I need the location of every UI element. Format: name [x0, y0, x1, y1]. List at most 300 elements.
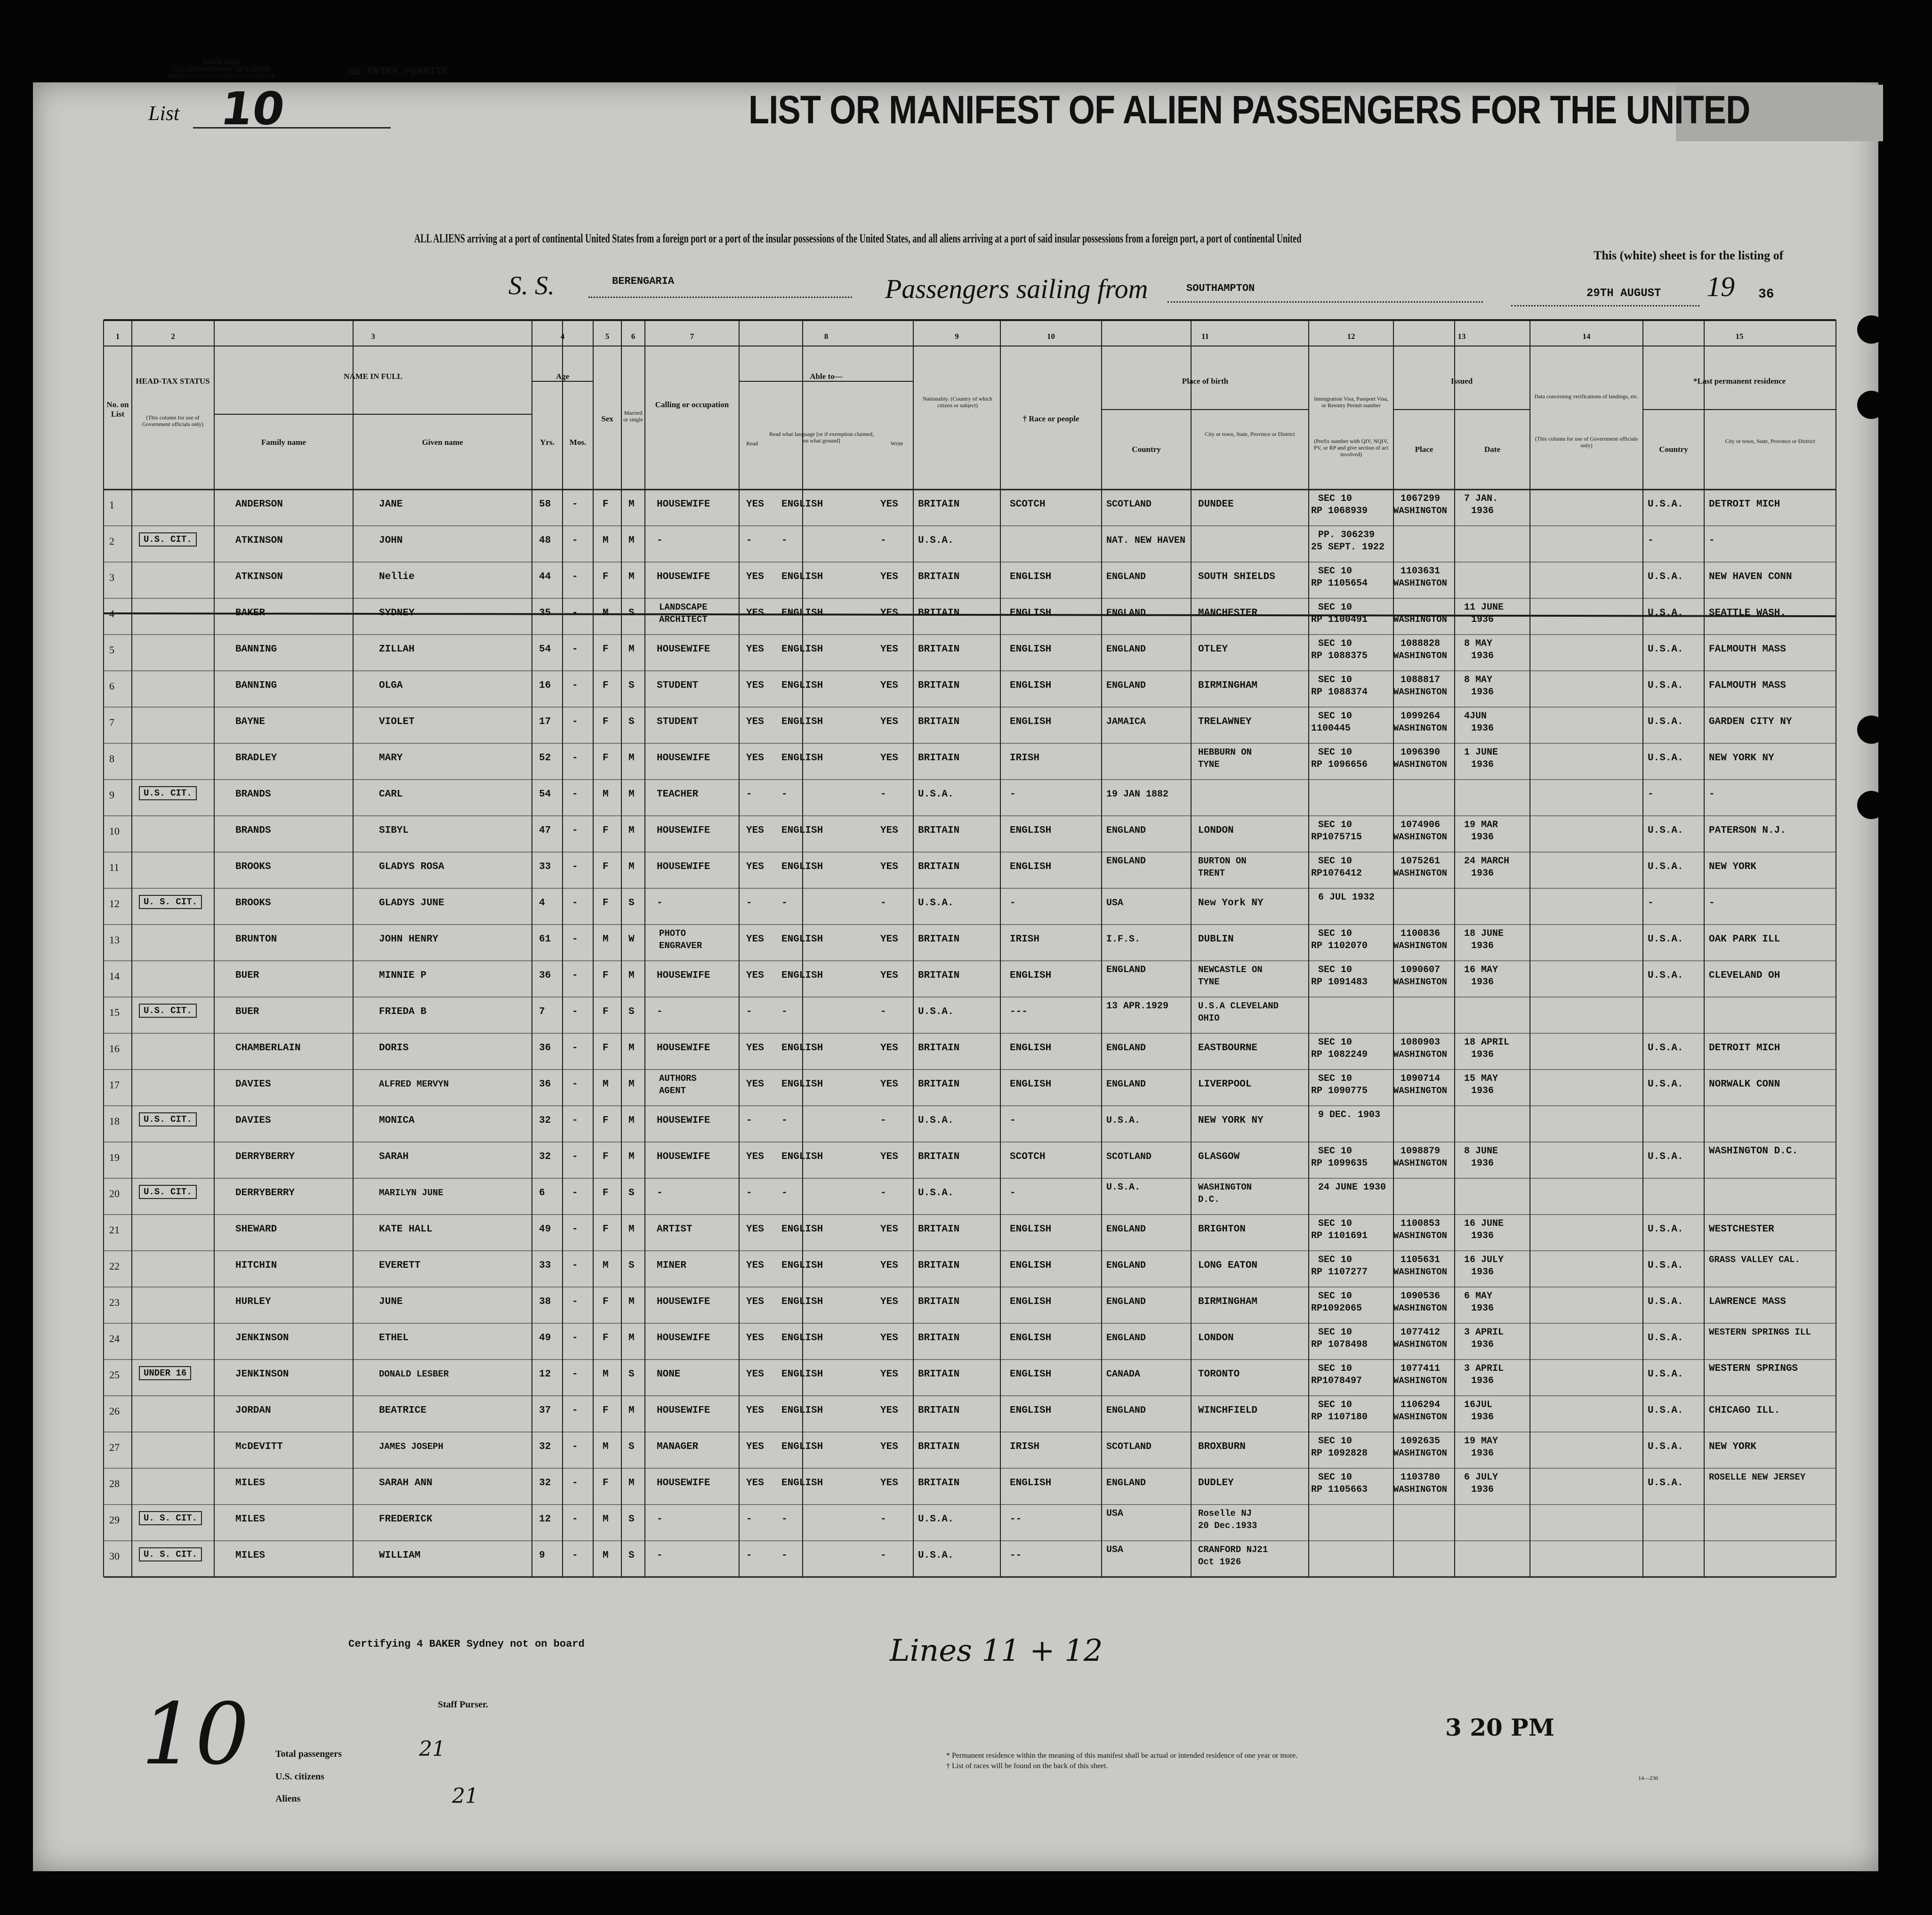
race: SCOTCH	[1010, 499, 1046, 510]
can-write: YES	[880, 608, 898, 619]
issued-year: 1936	[1471, 1376, 1494, 1386]
race: ENGLISH	[1010, 1333, 1052, 1344]
race: ENGLISH	[1010, 1369, 1052, 1380]
age-years: 44	[539, 571, 551, 582]
birth-city: TRENT	[1198, 868, 1225, 878]
visa-section: 9 DEC. 1903	[1318, 1110, 1381, 1120]
visa-section: SEC 10	[1318, 1363, 1352, 1374]
married: M	[628, 1043, 635, 1054]
calling: HOUSEWIFE	[657, 861, 710, 872]
age-months: -	[572, 753, 578, 764]
age-months: -	[572, 1405, 578, 1416]
given-name: SYDNEY	[379, 608, 415, 619]
birth-country: ENGLAND	[1106, 1296, 1146, 1307]
race: ENGLISH	[1010, 1296, 1052, 1307]
visa-section: SEC 10	[1318, 1436, 1352, 1447]
age-header: Age	[555, 372, 570, 381]
married: M	[628, 1079, 635, 1090]
residence-country: U.S.A.	[1648, 1478, 1683, 1489]
can-read: YES	[746, 571, 764, 582]
read-language: -	[781, 789, 788, 800]
given-name: JAMES JOSEPH	[379, 1441, 443, 1452]
landings-note-header: (This column for use of Government officials only)	[1535, 435, 1638, 449]
age-months: -	[572, 680, 578, 691]
can-write: YES	[880, 1478, 898, 1489]
age-years: 36	[539, 1043, 551, 1054]
age-years: 9	[539, 1550, 545, 1561]
issued-date: 1 JUNE	[1464, 747, 1498, 758]
can-read: YES	[746, 1260, 764, 1271]
race: ENGLISH	[1010, 1079, 1052, 1090]
age-months: -	[572, 861, 578, 872]
issued-place: WASHINGTON	[1393, 578, 1448, 588]
given-name: MINNIE P	[379, 970, 427, 981]
res-city-header: City or town, State, Province or District	[1725, 438, 1815, 444]
birth-country: ENGLAND	[1106, 1478, 1146, 1489]
issued-year: 1936	[1471, 1412, 1494, 1423]
column-number: 7	[690, 332, 694, 341]
married-header: Married or single	[623, 410, 643, 423]
residence-city: WESTERN SPRINGS ILL	[1709, 1327, 1811, 1337]
calling: HOUSEWIFE	[657, 571, 710, 582]
residence-country: U.S.A.	[1648, 716, 1683, 727]
sex: F	[603, 753, 609, 764]
can-write: YES	[880, 571, 898, 582]
visa-section: SEC 10	[1318, 820, 1352, 830]
visa-number: RP1075715	[1311, 832, 1362, 843]
nationality: BRITAIN	[918, 1296, 960, 1307]
married: S	[628, 1441, 635, 1452]
birth-city: BIRMINGHAM	[1198, 1296, 1258, 1307]
birth-city: LIVERPOOL	[1198, 1079, 1252, 1090]
sex: M	[603, 1369, 609, 1380]
married: M	[628, 970, 635, 981]
nationality: BRITAIN	[918, 499, 960, 510]
calling: STUDENT	[657, 716, 699, 727]
residence-country: U.S.A.	[1648, 680, 1683, 691]
sex: F	[603, 861, 609, 872]
age-months: -	[572, 1115, 578, 1126]
birth-country: U.S.A.	[1106, 1182, 1141, 1193]
issued-year: 1936	[1471, 614, 1494, 625]
family-name: BAKER	[235, 608, 266, 619]
can-write: YES	[880, 753, 898, 764]
row-number: 16	[109, 1043, 120, 1054]
family-name: BROOKS	[235, 898, 271, 909]
family-name: JORDAN	[235, 1405, 271, 1416]
issued-date: 4JUN	[1464, 711, 1487, 722]
given-name: ETHEL	[379, 1333, 409, 1344]
age-years: 33	[539, 861, 551, 872]
residence-country: U.S.A.	[1648, 644, 1683, 655]
married: M	[628, 499, 635, 510]
birth-city: WINCHFIELD	[1198, 1405, 1258, 1416]
sex: F	[603, 680, 609, 691]
birth-city: 20 Dec.1933	[1198, 1521, 1257, 1531]
column-number: 11	[1201, 332, 1209, 341]
issued-place: WASHINGTON	[1393, 868, 1448, 878]
column-number: 15	[1735, 332, 1744, 341]
age-years: 37	[539, 1405, 551, 1416]
can-read: YES	[746, 861, 764, 872]
nationality: BRITAIN	[918, 861, 960, 872]
can-write: YES	[880, 1296, 898, 1307]
visa-section: 24 JUNE 1930	[1318, 1182, 1386, 1193]
calling: PHOTO	[659, 928, 686, 939]
issued-permit: 1075261	[1401, 856, 1441, 867]
read-language: -	[781, 1006, 788, 1017]
can-read: YES	[746, 1405, 764, 1416]
issued-date: 16 JUNE	[1464, 1218, 1504, 1229]
age-years: 52	[539, 753, 551, 764]
race-header: † Race or people	[1022, 414, 1079, 423]
row-number: 18	[109, 1115, 120, 1127]
given-name: VIOLET	[379, 716, 415, 727]
calling: -	[657, 1006, 663, 1017]
read-language: -	[781, 1550, 788, 1561]
issued-date: 24 MARCH	[1464, 856, 1510, 867]
residence-country: U.S.A.	[1648, 571, 1683, 582]
given-name-header: Given name	[422, 438, 463, 447]
issued-year: 1936	[1471, 1267, 1494, 1278]
birth-city: DUBLIN	[1198, 934, 1234, 945]
row-number: 25	[109, 1369, 120, 1381]
can-read: YES	[746, 1043, 764, 1054]
birth-city: U.S.A CLEVELAND	[1198, 1001, 1279, 1011]
birth-city: OTLEY	[1198, 644, 1228, 655]
calling-header: Calling or occupation	[655, 400, 729, 409]
row-number: 24	[109, 1333, 120, 1344]
family-name: BRANDS	[235, 825, 271, 836]
family-name: BANNING	[235, 644, 277, 655]
issued-permit: 1090714	[1401, 1073, 1441, 1084]
can-write: YES	[880, 825, 898, 836]
age-years: 32	[539, 1478, 551, 1489]
nationality: U.S.A.	[918, 1115, 954, 1126]
calling: -	[657, 898, 663, 909]
race: -	[1010, 1188, 1016, 1199]
race: ENGLISH	[1010, 1405, 1052, 1416]
married: S	[628, 608, 635, 619]
family-name: BRADLEY	[235, 753, 277, 764]
birth-city: DUNDEE	[1198, 499, 1234, 510]
age-months: -	[572, 1296, 578, 1307]
calling: HOUSEWIFE	[657, 753, 710, 764]
married: M	[628, 861, 635, 872]
race: ENGLISH	[1010, 716, 1052, 727]
row-number: 8	[109, 753, 114, 764]
birth-city: BIRMINGHAM	[1198, 680, 1258, 691]
given-name: JANE	[379, 499, 403, 510]
visa-number: RP1078497	[1311, 1376, 1362, 1386]
column-number: 2	[171, 332, 175, 341]
read-language: ENGLISH	[781, 1043, 823, 1054]
age-years: 32	[539, 1115, 551, 1126]
age-years: 49	[539, 1224, 551, 1235]
family-name: ANDERSON	[235, 499, 283, 510]
year-suffix: 36	[1758, 287, 1774, 302]
family-name: HURLEY	[235, 1296, 271, 1307]
age-months: -	[572, 934, 578, 945]
residence-country: U.S.A.	[1648, 608, 1683, 619]
issued-permit: 1092635	[1401, 1436, 1441, 1447]
visa-number: RP 1091483	[1311, 977, 1368, 988]
issued-year: 1936	[1471, 687, 1494, 698]
birth-city: MANCHESTER	[1198, 608, 1258, 619]
sex: F	[603, 499, 609, 510]
mos-header: Mos.	[569, 438, 587, 447]
calling: NONE	[657, 1369, 681, 1380]
visa-section: SEC 10	[1318, 1400, 1352, 1410]
issued-date: 18 APRIL	[1464, 1037, 1510, 1048]
race: IRISH	[1010, 934, 1040, 945]
birth-country: JAMAICA	[1106, 716, 1146, 727]
residence-country: U.S.A.	[1648, 1333, 1683, 1344]
family-name: BRANDS	[235, 789, 271, 800]
head-tax-stamp: U. S. CIT.	[139, 1511, 202, 1525]
footnote-races: † List of races will be found on the back of this sheet.	[946, 1762, 1108, 1770]
column-number: 13	[1457, 332, 1466, 341]
birth-city: TORONTO	[1198, 1369, 1240, 1380]
row-number: 30	[109, 1550, 120, 1562]
can-read: YES	[746, 716, 764, 727]
issued-date: 16JUL	[1464, 1400, 1493, 1410]
can-read: -	[746, 535, 752, 546]
column-number: 5	[605, 332, 610, 341]
age-months: -	[572, 1151, 578, 1162]
can-read: YES	[746, 1224, 764, 1235]
family-name: McDEVITT	[235, 1441, 283, 1452]
visa-number: RP1076412	[1311, 868, 1362, 879]
aliens-label: Aliens	[275, 1794, 301, 1804]
age-months: -	[572, 1333, 578, 1344]
visa-section: PP. 306239	[1318, 530, 1375, 540]
row-number: 6	[109, 680, 114, 692]
given-name: FRIEDA B	[379, 1006, 427, 1017]
can-write: -	[880, 1188, 886, 1199]
issued-place: WASHINGTON	[1393, 759, 1448, 770]
nationality-header: Nationality. (Country of which citizen or subject)	[923, 395, 992, 409]
residence-city: OAK PARK ILL	[1709, 934, 1780, 945]
form-code: 14—230	[1638, 1775, 1658, 1781]
residence-country: U.S.A.	[1648, 1296, 1683, 1307]
visa-section: SEC 10	[1318, 638, 1352, 649]
race: ENGLISH	[1010, 644, 1052, 655]
birth-country: USA	[1106, 1508, 1124, 1519]
head-tax-stamp: U.S. CIT.	[139, 1185, 197, 1199]
visa-number: RP 1100491	[1311, 614, 1368, 625]
given-name: KATE HALL	[379, 1224, 433, 1235]
issued-date: 3 APRIL	[1464, 1363, 1504, 1374]
calling: MINER	[657, 1260, 687, 1271]
married: S	[628, 1260, 635, 1271]
sex: F	[603, 571, 609, 582]
residence-country: U.S.A.	[1648, 1224, 1683, 1235]
sex: F	[603, 1224, 609, 1235]
subtitle-line1: ALL ALIENS arriving at a port of continental United States from a foreign port or a port of the insular possessions of the United States, and all aliens arriving at a port of said insular possessions from a foreign port, a port of continental United	[414, 232, 1302, 245]
age-months: -	[572, 608, 578, 619]
read-language: ENGLISH	[781, 716, 823, 727]
birth-country: ENGLAND	[1106, 1260, 1146, 1271]
family-name: BANNING	[235, 680, 277, 691]
birth-country: SCOTLAND	[1106, 1151, 1152, 1162]
read-language: ENGLISH	[781, 1224, 823, 1235]
nationality: U.S.A.	[918, 1550, 954, 1561]
birth-city-header: City or town, State, Province or District	[1205, 431, 1295, 437]
us-citizens-label: U.S. citizens	[275, 1771, 324, 1782]
age-years: 6	[539, 1188, 545, 1199]
calling: HOUSEWIFE	[657, 1043, 710, 1054]
nationality: U.S.A.	[918, 789, 954, 800]
can-read: YES	[746, 608, 764, 619]
can-read: YES	[746, 1151, 764, 1162]
issued-permit: 1077411	[1401, 1363, 1441, 1374]
footnote-residence: * Permanent residence within the meaning of this manifest shall be actual or intended residence of one year or more.	[946, 1752, 1298, 1760]
sex: M	[603, 1550, 609, 1561]
residence-country: -	[1648, 789, 1654, 800]
issued-place: WASHINGTON	[1393, 1303, 1448, 1313]
family-name: JENKINSON	[235, 1333, 289, 1344]
can-write: YES	[880, 680, 898, 691]
issued-year: 1936	[1471, 723, 1494, 734]
sex: M	[603, 789, 609, 800]
nationality: BRITAIN	[918, 1478, 960, 1489]
given-name: WILLIAM	[379, 1550, 421, 1561]
issued-year: 1936	[1471, 868, 1494, 879]
row-number: 28	[109, 1478, 120, 1489]
age-years: 33	[539, 1260, 551, 1271]
issued-place: WASHINGTON	[1393, 506, 1448, 516]
age-years: 49	[539, 1333, 551, 1344]
birth-city: DUDLEY	[1198, 1478, 1234, 1489]
issued-place-header: Place	[1415, 445, 1433, 454]
read-language: ENGLISH	[781, 644, 823, 655]
column-number: 6	[631, 332, 636, 341]
read-language: ENGLISH	[781, 1405, 823, 1416]
issued-permit: 1088828	[1401, 638, 1441, 649]
visa-section: SEC 10	[1318, 747, 1352, 758]
visa-section: SEC 10	[1318, 1472, 1352, 1483]
age-years: 54	[539, 789, 551, 800]
age-years: 4	[539, 898, 545, 909]
visa-number: RP 1092828	[1311, 1448, 1368, 1459]
birth-city: TRELAWNEY	[1198, 716, 1252, 727]
can-read: YES	[746, 1478, 764, 1489]
residence-country: U.S.A.	[1648, 1151, 1683, 1162]
can-write: YES	[880, 1369, 898, 1380]
visa-section: SEC 10	[1318, 566, 1352, 577]
residence-country: U.S.A.	[1648, 934, 1683, 945]
row-number: 21	[109, 1224, 120, 1236]
nationality: BRITAIN	[918, 716, 960, 727]
sailing-label: Passengers sailing from	[885, 274, 1148, 304]
residence-city: FALMOUTH MASS	[1709, 680, 1786, 691]
list-label: List	[148, 102, 180, 125]
age-years: 54	[539, 644, 551, 655]
head-tax-stamp: U. S. CIT.	[139, 895, 202, 909]
issued-place: WASHINGTON	[1393, 1086, 1448, 1096]
issued-place: WASHINGTON	[1393, 1231, 1448, 1241]
residence-country: -	[1648, 535, 1654, 546]
residence-country: U.S.A.	[1648, 1405, 1683, 1416]
given-name: MARILYN JUNE	[379, 1188, 443, 1198]
landings-header: Data concerning verifications of landings, etc.	[1534, 393, 1639, 400]
family-name: DAVIES	[235, 1079, 271, 1090]
row-number: 2	[109, 535, 114, 547]
age-months: -	[572, 1369, 578, 1380]
row-number: 5	[109, 644, 114, 656]
issued-place: WASHINGTON	[1393, 687, 1448, 697]
sex: F	[603, 1405, 609, 1416]
given-name: FREDERICK	[379, 1514, 433, 1525]
birth-country: ENGLAND	[1106, 644, 1146, 655]
residence-city: NORWALK CONN	[1709, 1079, 1780, 1090]
family-name: ATKINSON	[235, 535, 283, 546]
residence-country: U.S.A.	[1648, 753, 1683, 764]
can-write: -	[880, 1115, 886, 1126]
residence-city: -	[1709, 535, 1715, 546]
residence-city: -	[1709, 898, 1715, 909]
issued-date: 18 JUNE	[1464, 928, 1504, 939]
residence-city: DETROIT MICH	[1709, 1043, 1780, 1054]
race: ENGLISH	[1010, 1043, 1052, 1054]
birth-city: LONDON	[1198, 1333, 1234, 1344]
sex: M	[603, 1260, 609, 1271]
year-prefix: 19	[1707, 271, 1735, 302]
calling: ENGRAVER	[659, 941, 702, 951]
nationality: BRITAIN	[918, 970, 960, 981]
nationality: BRITAIN	[918, 608, 960, 619]
sex: M	[603, 608, 609, 619]
read-what-header: Read what language [or if exemption claimed, on what ground]	[769, 431, 874, 444]
birth-country: ENGLAND	[1106, 571, 1146, 582]
can-read: -	[746, 1514, 752, 1525]
ss-label: S. S.	[508, 271, 555, 300]
married: W	[628, 934, 635, 945]
residence-country: U.S.A.	[1648, 861, 1683, 872]
issued-place: WASHINGTON	[1393, 1049, 1448, 1060]
issued-year: 1936	[1471, 651, 1494, 661]
given-name: DORIS	[379, 1043, 409, 1054]
sex: F	[603, 970, 609, 981]
birth-city: TYNE	[1198, 977, 1220, 987]
family-name: MILES	[235, 1550, 266, 1561]
age-years: 47	[539, 825, 551, 836]
birth-country: ENGLAND	[1106, 965, 1146, 975]
birth-city: EASTBOURNE	[1198, 1043, 1258, 1054]
visa-number: RP 1105663	[1311, 1484, 1368, 1495]
nationality: U.S.A.	[918, 1006, 954, 1017]
residence-city: CHICAGO ILL.	[1709, 1405, 1780, 1416]
race: ENGLISH	[1010, 1224, 1052, 1235]
read-language: ENGLISH	[781, 970, 823, 981]
visa-section: SEC 10	[1318, 711, 1352, 722]
birth-country: I.F.S.	[1106, 934, 1141, 945]
calling: STUDENT	[657, 680, 699, 691]
yrs-header: Yrs.	[540, 438, 555, 447]
can-read: YES	[746, 753, 764, 764]
residence-city: WESTERN SPRINGS	[1709, 1363, 1798, 1374]
can-write: -	[880, 535, 886, 546]
nationality: BRITAIN	[918, 825, 960, 836]
birth-country: ENGLAND	[1106, 856, 1146, 867]
issued-permit: 1077412	[1401, 1327, 1441, 1338]
read-language: -	[781, 1514, 788, 1525]
birth-country: ENGLAND	[1106, 608, 1146, 619]
issued-permit: 1099264	[1401, 711, 1441, 722]
visa-section: SEC 10	[1318, 965, 1352, 975]
subtitle-line2: This (white) sheet is for the listing of	[1594, 249, 1784, 262]
